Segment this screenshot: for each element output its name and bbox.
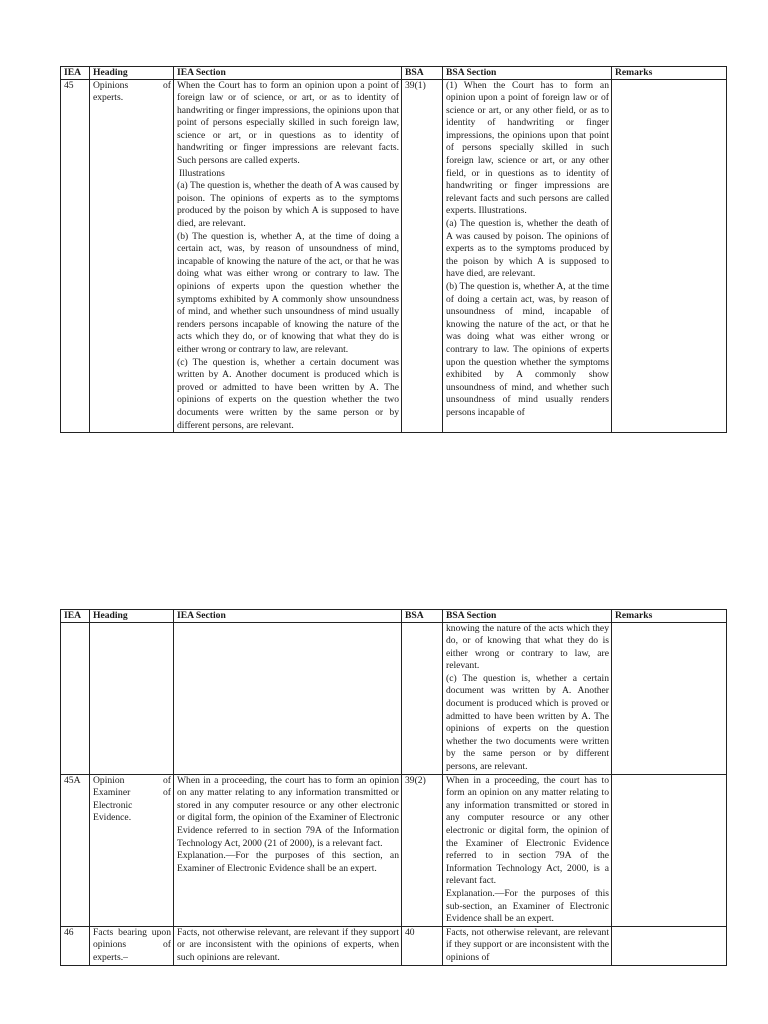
bsa-number [402,622,443,774]
iea-number: 45 [61,79,90,433]
iea-explanation: Explanation.—For the purposes of this section, an Examiner of Electronic Evidence shall be an expert. [177,850,399,874]
col-header-iea-section: IEA Section [174,67,402,80]
bsa-paragraph: (1) When the Court has to form an opinion upon a point of foreign law or of science or art, or any other field, or as to identity of handwriting or finger impressions, the opinions upon that point of persons specially skilled in such foreign law, science or art, or any other field, or in questions as to identity of handwriting or finger impressions are relevant facts and such persons are called experts. Illustrations. [446,79,609,217]
iea-illustration-c: (c) The question is, whether a certain document was written by A. Another document is produced which is proved or admitted to have been written by A. The opinions of experts on the question whether the two documents were written by the same person or by different persons, are relevant. [177,356,399,431]
section-heading [90,622,174,774]
iea-section-text [174,622,402,774]
iea-illustration-b: (b) The question is, whether A, at the time of doing a certain act, was, by reason of unsoundness of mind, incapable of knowing the nature of the act, or that he was doing what was either wrong or contrary to law. The opinions of experts upon the question whether the symptoms exhibited by A commonly show unsoundness of mind, and whether such unsoundness of mind usually renders persons incapable of knowing the nature of the acts which they do, or of knowing that what they do is either wrong or contrary to law, are relevant. [177,230,399,355]
bsa-section-text: Facts, not otherwise relevant, are relevant if they support or are inconsistent with the opinions of [443,926,612,965]
remarks-cell [612,79,727,433]
col-header-heading: Heading [90,610,174,623]
table-header-row [61,610,727,623]
iea-number [61,622,90,774]
iea-paragraph: When in a proceeding, the court has to form an opinion on any matter relating to any information transmitted or stored in any computer resource or any other electronic or digital form, the opinion of the Examiner of Electronic Evidence referred to in section 79A of the Information Technology Act, 2000 (21 of 2000), is a relevant fact. [177,774,399,849]
iea-number: 46 [61,926,90,965]
iea-section-text [174,774,402,926]
bsa-section-text [443,79,612,433]
remarks-cell [612,926,727,965]
remarks-cell [612,774,727,926]
col-header-heading: Heading [90,67,174,80]
section-heading: Opinion of Examiner of Electronic Evidence. [90,774,174,926]
table-header-row [61,67,727,80]
remarks-cell [612,622,727,774]
bsa-continued-text: knowing the nature of the acts which they do, or of knowing that what they do is either wrong or contrary to law, are relevant. [446,622,609,672]
col-header-bsa: BSA [402,610,443,623]
table-row [61,622,727,774]
section-heading: Opinions of experts. [90,79,174,433]
table-row [61,79,727,433]
comparison-table-page-1 [60,66,727,433]
bsa-section-text [443,774,612,926]
illustrations-label: Illustrations [179,167,225,179]
iea-section-text [174,79,402,433]
col-header-bsa-section: BSA Section [443,610,612,623]
table-row [61,926,727,965]
iea-number: 45A [61,774,90,926]
iea-section-text: Facts, not otherwise relevant, are relevant if they support or are inconsistent with the opinions of experts, when such opinions are relevant. [174,926,402,965]
iea-paragraph: When the Court has to form an opinion upon a point of foreign law or of science, or art, or as to identity of handwriting or finger impressions, the opinions upon that point of persons especially skilled in such foreign law, science or art, or in questions as to identity of handwriting or finger impressions are relevant facts. Such persons are called experts. [177,79,399,167]
col-header-remarks: Remarks [612,67,727,80]
iea-illustration-a: (a) The question is, whether the death of A was caused by poison. The opinions of experts as to the symptoms produced by the poison by which A is supposed to have died, are relevant. [177,180,399,230]
bsa-number: 39(2) [402,774,443,926]
col-header-remarks: Remarks [612,610,727,623]
table-row [61,774,727,926]
col-header-iea: IEA [61,67,90,80]
comparison-table-page-2 [60,609,727,966]
bsa-number: 39(1) [402,79,443,433]
col-header-bsa: BSA [402,67,443,80]
col-header-bsa-section: BSA Section [443,67,612,80]
bsa-paragraph: When in a proceeding, the court has to form an opinion on any matter relating to any information transmitted or stored in any computer resource or any other electronic or digital form, the opinion of the Examiner of Electronic Evidence referred to in section 79A of the Information Technology Act, 2000, is a relevant fact. [446,774,609,887]
col-header-iea-section: IEA Section [174,610,402,623]
col-header-iea: IEA [61,610,90,623]
bsa-illustration-a: (a) The question is, whether the death of A was caused by poison. The opinions of experts as to the symptoms produced by the poison by which A is supposed to have died, are relevant. [446,218,609,280]
bsa-section-text [443,622,612,774]
bsa-illustration-c: (c) The question is, whether a certain document was written by A. Another document is produced which is proved or admitted to have been written by A. The opinions of experts on the question whether the two documents were written by the same person or by different persons, are relevant. [446,672,609,773]
bsa-illustration-b: (b) The question is, whether A, at the time of doing a certain act, was, by reason of unsoundness of mind, incapable of knowing the nature of the act, or that he was doing what was either wrong or contrary to law. The opinions of experts upon the question whether the symptoms exhibited by A commonly show unsoundness of mind, and whether such unsoundness of mind usually renders persons incapable of [446,281,609,418]
bsa-explanation: Explanation.—For the purposes of this sub-section, an Examiner of Electronic Evidence shall be an expert. [446,887,609,925]
section-heading: Facts bearing upon opinions of experts.– [90,926,174,965]
bsa-number: 40 [402,926,443,965]
